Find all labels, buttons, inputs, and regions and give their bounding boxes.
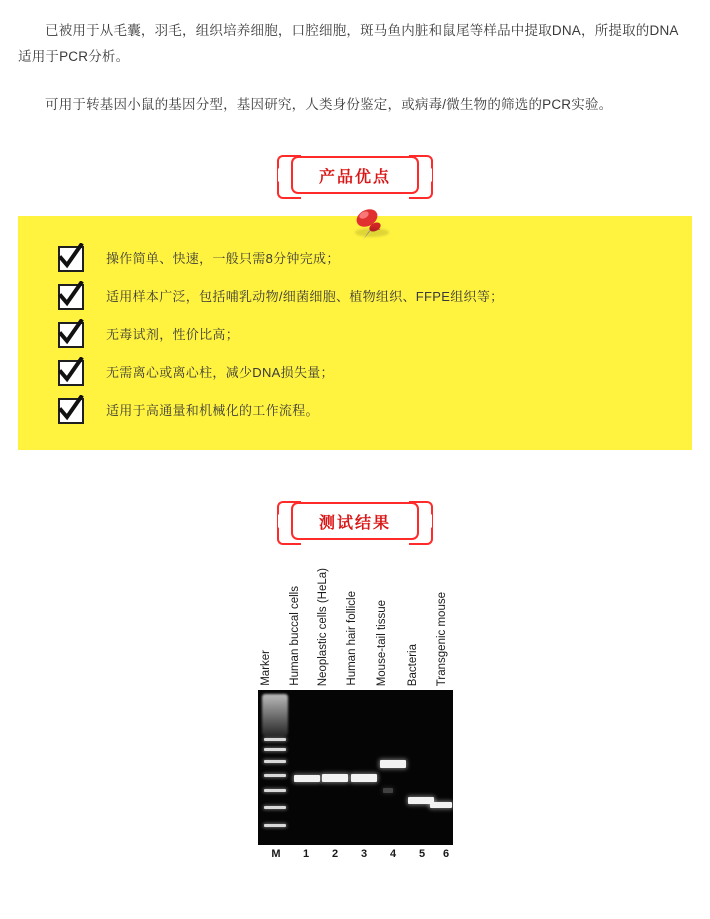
gel-lane-label: Neoplastic cells (HeLa) (317, 567, 329, 686)
advantage-item (58, 284, 692, 310)
ladder-band (264, 748, 286, 751)
intro-paragraph-2: 可用于转基因小鼠的基因分型，基因研究，人类身份鉴定，或病毒/微生物的筛选的PCR实验。 (45, 97, 613, 112)
advantage-text: 无毒试剂，性价比高； (106, 327, 240, 342)
push-pin-glyph (345, 200, 393, 248)
gel-band (351, 774, 377, 782)
gel-lane-number: M (271, 848, 281, 860)
ladder-band (264, 774, 286, 777)
results-heading (0, 502, 710, 540)
advantages-title-text: 产品优点 (318, 168, 391, 186)
check-mark-icon (58, 360, 84, 386)
ladder-band (264, 760, 286, 763)
gel-band (322, 774, 348, 782)
check-mark-icon (58, 322, 84, 348)
check-mark-icon (58, 398, 84, 424)
ribbon-notch-right-icon (424, 168, 432, 182)
gel-band (380, 760, 406, 768)
advantage-text: 操作简单、快速，一般只需8分钟完成； (106, 251, 340, 266)
gel-lane-label: Transgenic mouse (436, 591, 448, 686)
advantage-text: 适用于高通量和机械化的工作流程。 (106, 403, 319, 418)
gel-lane-number: 3 (360, 848, 368, 860)
advantages-heading (0, 156, 710, 194)
gel-lane-label: Bacteria (407, 643, 419, 686)
gel-lane-number: 1 (302, 848, 310, 860)
gel-figure (0, 566, 710, 896)
ribbon-results (291, 502, 419, 540)
gel-lane-label: Mouse-tail tissue (376, 599, 388, 686)
gel-lane-label: Human hair follicle (346, 591, 358, 686)
ladder-band (264, 738, 286, 741)
gel-lane-label: Marker (260, 650, 272, 686)
advantage-item (58, 398, 692, 424)
ribbon-advantages (291, 156, 419, 194)
ladder-band (264, 806, 286, 809)
check-mark-icon (58, 284, 84, 310)
ladder-band (264, 789, 286, 792)
intro-section (0, 0, 710, 118)
check-mark-icon (58, 246, 84, 272)
gel-lane-number: 6 (442, 848, 450, 860)
gel-lane-numbers (258, 848, 453, 864)
gel-band-faint (383, 788, 393, 793)
advantage-item (58, 322, 692, 348)
advantage-item (58, 360, 692, 386)
gel-lane-number: 2 (331, 848, 339, 860)
ribbon-notch-right-icon (424, 514, 432, 528)
ribbon-notch-left-icon (278, 168, 286, 182)
gel-band (430, 802, 452, 808)
gel-electrophoresis-image (258, 690, 453, 845)
intro-paragraph-1: 已被用于从毛囊，羽毛，组织培养细胞，口腔细胞，斑马鱼内脏和鼠尾等样品中提取DNA，所提取的DNA适用于PCR分析。 (18, 23, 679, 64)
ribbon-notch-left-icon (278, 514, 286, 528)
results-title-text: 测试结果 (318, 514, 391, 532)
advantage-text: 无需离心或离心柱，减少DNA损失量； (106, 365, 334, 380)
gel-lane-number: 4 (389, 848, 397, 860)
ladder-band (264, 824, 286, 827)
push-pin-icon (345, 200, 393, 248)
advantages-panel (18, 216, 692, 450)
gel-lane-number: 5 (418, 848, 426, 860)
ladder-smear (262, 694, 288, 736)
gel-lane-label: Human buccal cells (289, 586, 301, 686)
advantage-item (58, 246, 692, 272)
pin-shadow (355, 228, 389, 237)
advantage-text: 适用样本广泛，包括哺乳动物/细菌细胞、植物组织、FFPE组织等； (106, 289, 504, 304)
gel-band (294, 775, 320, 782)
